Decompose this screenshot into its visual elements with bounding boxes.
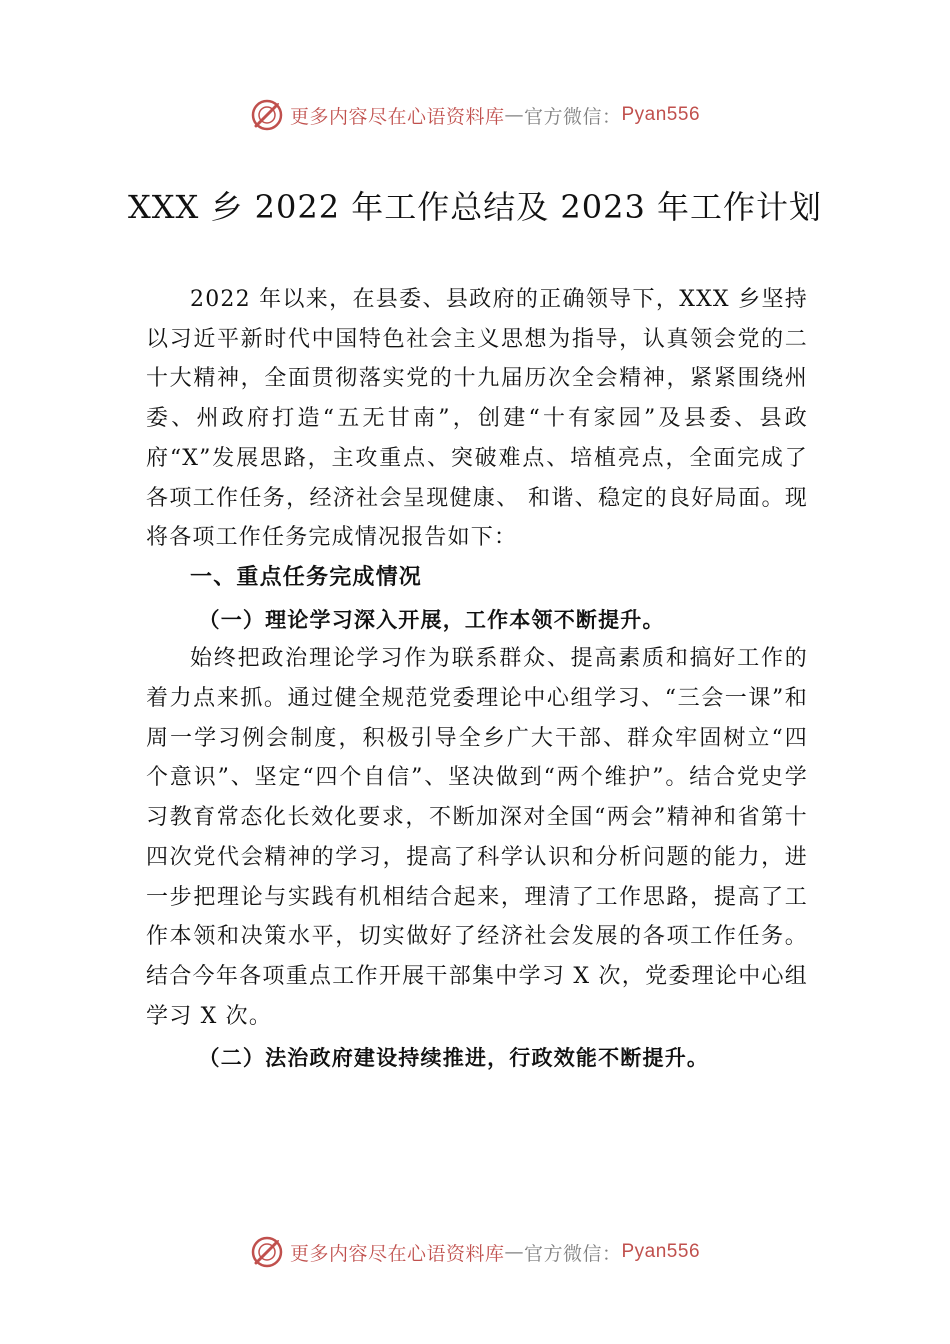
watermark-label: 官方微信： xyxy=(523,1242,622,1265)
document-title: XXX 乡 2022 年工作总结及 2023 年工作计划 xyxy=(127,188,823,226)
watermark-id: Pyan556 xyxy=(621,104,701,125)
watermark-separator: — xyxy=(504,1241,524,1263)
subsection-heading-2: （二）法治政府建设持续推进，行政效能不断提升。 xyxy=(198,1045,710,1071)
watermark-footer xyxy=(0,1232,950,1272)
watermark-label: 官方微信： xyxy=(523,105,622,128)
document-body xyxy=(146,280,808,1078)
watermark-separator: — xyxy=(504,104,524,126)
watermark-header xyxy=(0,95,950,135)
subsection-paragraph-1: 始终把政治理论学习作为联系群众、提高素质和搞好工作的着力点来抓。通过健全规范党委理论中心组学习、“三会一课”和周一学习例会制度，积极引导全乡广大干部、群众牢固树立“四个意识”、坚定“四个自信”、坚决做到“两个维护”。结合党史学习教育常态化长效化要求，不断加深对全国“两会”精神和省第十四次党代会精神的学习，提高了科学认识和分析问题的能力，进一步把理论与实践有机相结合起来，理清了工作思路，提高了工作本领和决策水平，切实做好了经济社会发展的各项工作任务。结合今年各项重点工作开展干部集中学习 X 次，党委理论中心组学习 X 次。 xyxy=(146,646,808,1029)
watermark-id: Pyan556 xyxy=(621,1241,701,1262)
watermark-brand: 更多内容尽在心语资料库 xyxy=(289,1242,505,1265)
brand-logo-icon xyxy=(250,1235,284,1269)
intro-paragraph: 2022 年以来，在县委、县政府的正确领导下，XXX 乡坚持以习近平新时代中国特色社会主义思想为指导，认真领会党的二十大精神，全面贯彻落实党的十九届历次全会精神，紧紧围绕州委、州政府打造“五无甘南”，创建“十有家园”及县委、县政府“X”发展思路，主攻重点、突破难点、培植亮点，全面完成了各项工作任务，经济社会呈现健康、 和谐、稳定的良好局面。现将各项工作任务完成情况报告如下： xyxy=(146,287,808,551)
section-heading: 一、重点任务完成情况 xyxy=(190,564,423,590)
brand-logo-icon xyxy=(250,98,284,132)
watermark-brand: 更多内容尽在心语资料库 xyxy=(289,105,505,128)
subsection-heading-1: （一）理论学习深入开展，工作本领不断提升。 xyxy=(198,606,665,632)
